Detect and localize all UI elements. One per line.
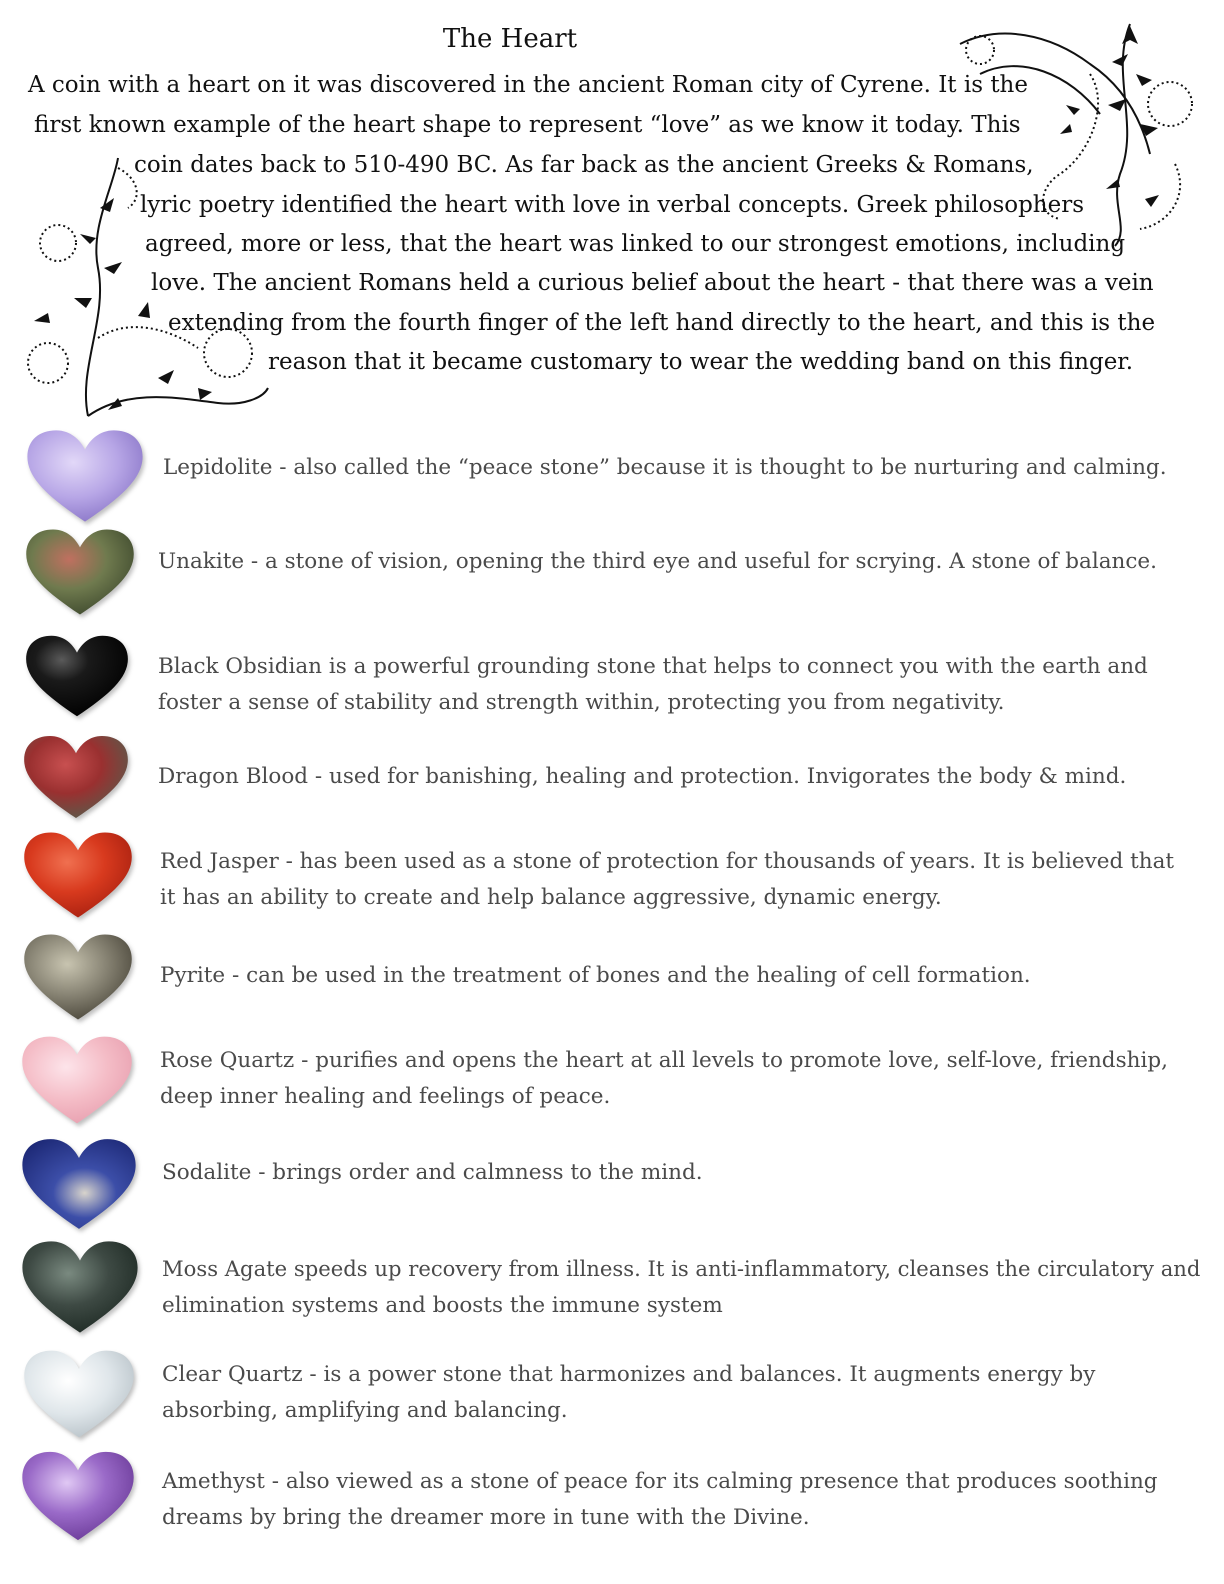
heart-stone-icon	[22, 826, 134, 924]
heart-stone-icon	[22, 930, 134, 1024]
stone-description: it has an ability to create and help balance aggressive, dynamic energy.	[160, 885, 942, 910]
heart-stone-icon	[20, 1135, 138, 1233]
intro-line: love. The ancient Romans held a curious belief about the heart - that there was a vein	[151, 270, 1154, 296]
intro-line: lyric poetry identified the heart with love in verbal concepts. Greek philosophers	[140, 192, 1085, 218]
stone-description: Red Jasper - has been used as a stone of protection for thousands of years. It is believed that	[160, 849, 1175, 874]
intro-line: extending from the fourth finger of the left hand directly to the heart, and this is the	[168, 310, 1156, 336]
stone-description: Dragon Blood - used for banishing, healing and protection. Invigorates the body & mind.	[158, 764, 1127, 789]
intro-line: coin dates back to 510-490 BC. As far back as the ancient Greeks & Romans,	[134, 152, 1034, 178]
stone-description: Clear Quartz - is a power stone that harmonizes and balances. It augments energy by	[162, 1362, 1096, 1387]
heart-stone-icon	[24, 524, 136, 620]
stone-description: Black Obsidian is a powerful grounding stone that helps to connect you with the earth and	[158, 654, 1148, 679]
heart-stone-icon	[24, 627, 130, 725]
intro-line: agreed, more or less, that the heart was linked to our strongest emotions, including	[145, 231, 1126, 257]
stone-description: foster a sense of stability and strength within, protecting you from negativity.	[158, 690, 1005, 715]
stone-description: dreams by bring the dreamer more in tune with the Divine.	[162, 1505, 810, 1530]
stone-description: Moss Agate speeds up recovery from illness. It is anti-inflammatory, cleanses the circulatory and	[162, 1257, 1201, 1282]
heart-stone-icon	[22, 731, 130, 823]
intro-line: reason that it became customary to wear the wedding band on this finger.	[268, 349, 1134, 375]
stone-description: Amethyst - also viewed as a stone of peace for its calming presence that produces soothing	[162, 1469, 1158, 1494]
stone-description: Sodalite - brings order and calmness to the mind.	[162, 1160, 703, 1185]
stone-description: Unakite - a stone of vision, opening the third eye and useful for scrying. A stone of balance.	[158, 549, 1157, 574]
stone-description: absorbing, amplifying and balancing.	[162, 1398, 568, 1423]
intro-line: A coin with a heart on it was discovered in the ancient Roman city of Cyrene. It is the	[28, 72, 1028, 98]
intro-line: first known example of the heart shape to represent “love” as we know it today. This	[34, 112, 1021, 138]
stone-description: deep inner healing and feelings of peace.	[160, 1084, 611, 1109]
stone-description: Rose Quartz - purifies and opens the heart at all levels to promote love, self-love, friendship,	[160, 1048, 1168, 1073]
stone-description: Pyrite - can be used in the treatment of bones and the healing of cell formation.	[160, 963, 1031, 988]
stone-description: Lepidolite - also called the “peace stone” because it is thought to be nurturing and calming.	[163, 455, 1167, 480]
heart-stone-icon	[20, 1448, 136, 1544]
heart-stone-icon	[20, 1025, 134, 1135]
heart-stone-icon	[22, 1345, 136, 1443]
heart-stone-icon	[24, 428, 146, 524]
heart-stone-icon	[20, 1237, 140, 1337]
stone-description: elimination systems and boosts the immune system	[162, 1293, 723, 1318]
page-title: The Heart	[442, 24, 578, 54]
